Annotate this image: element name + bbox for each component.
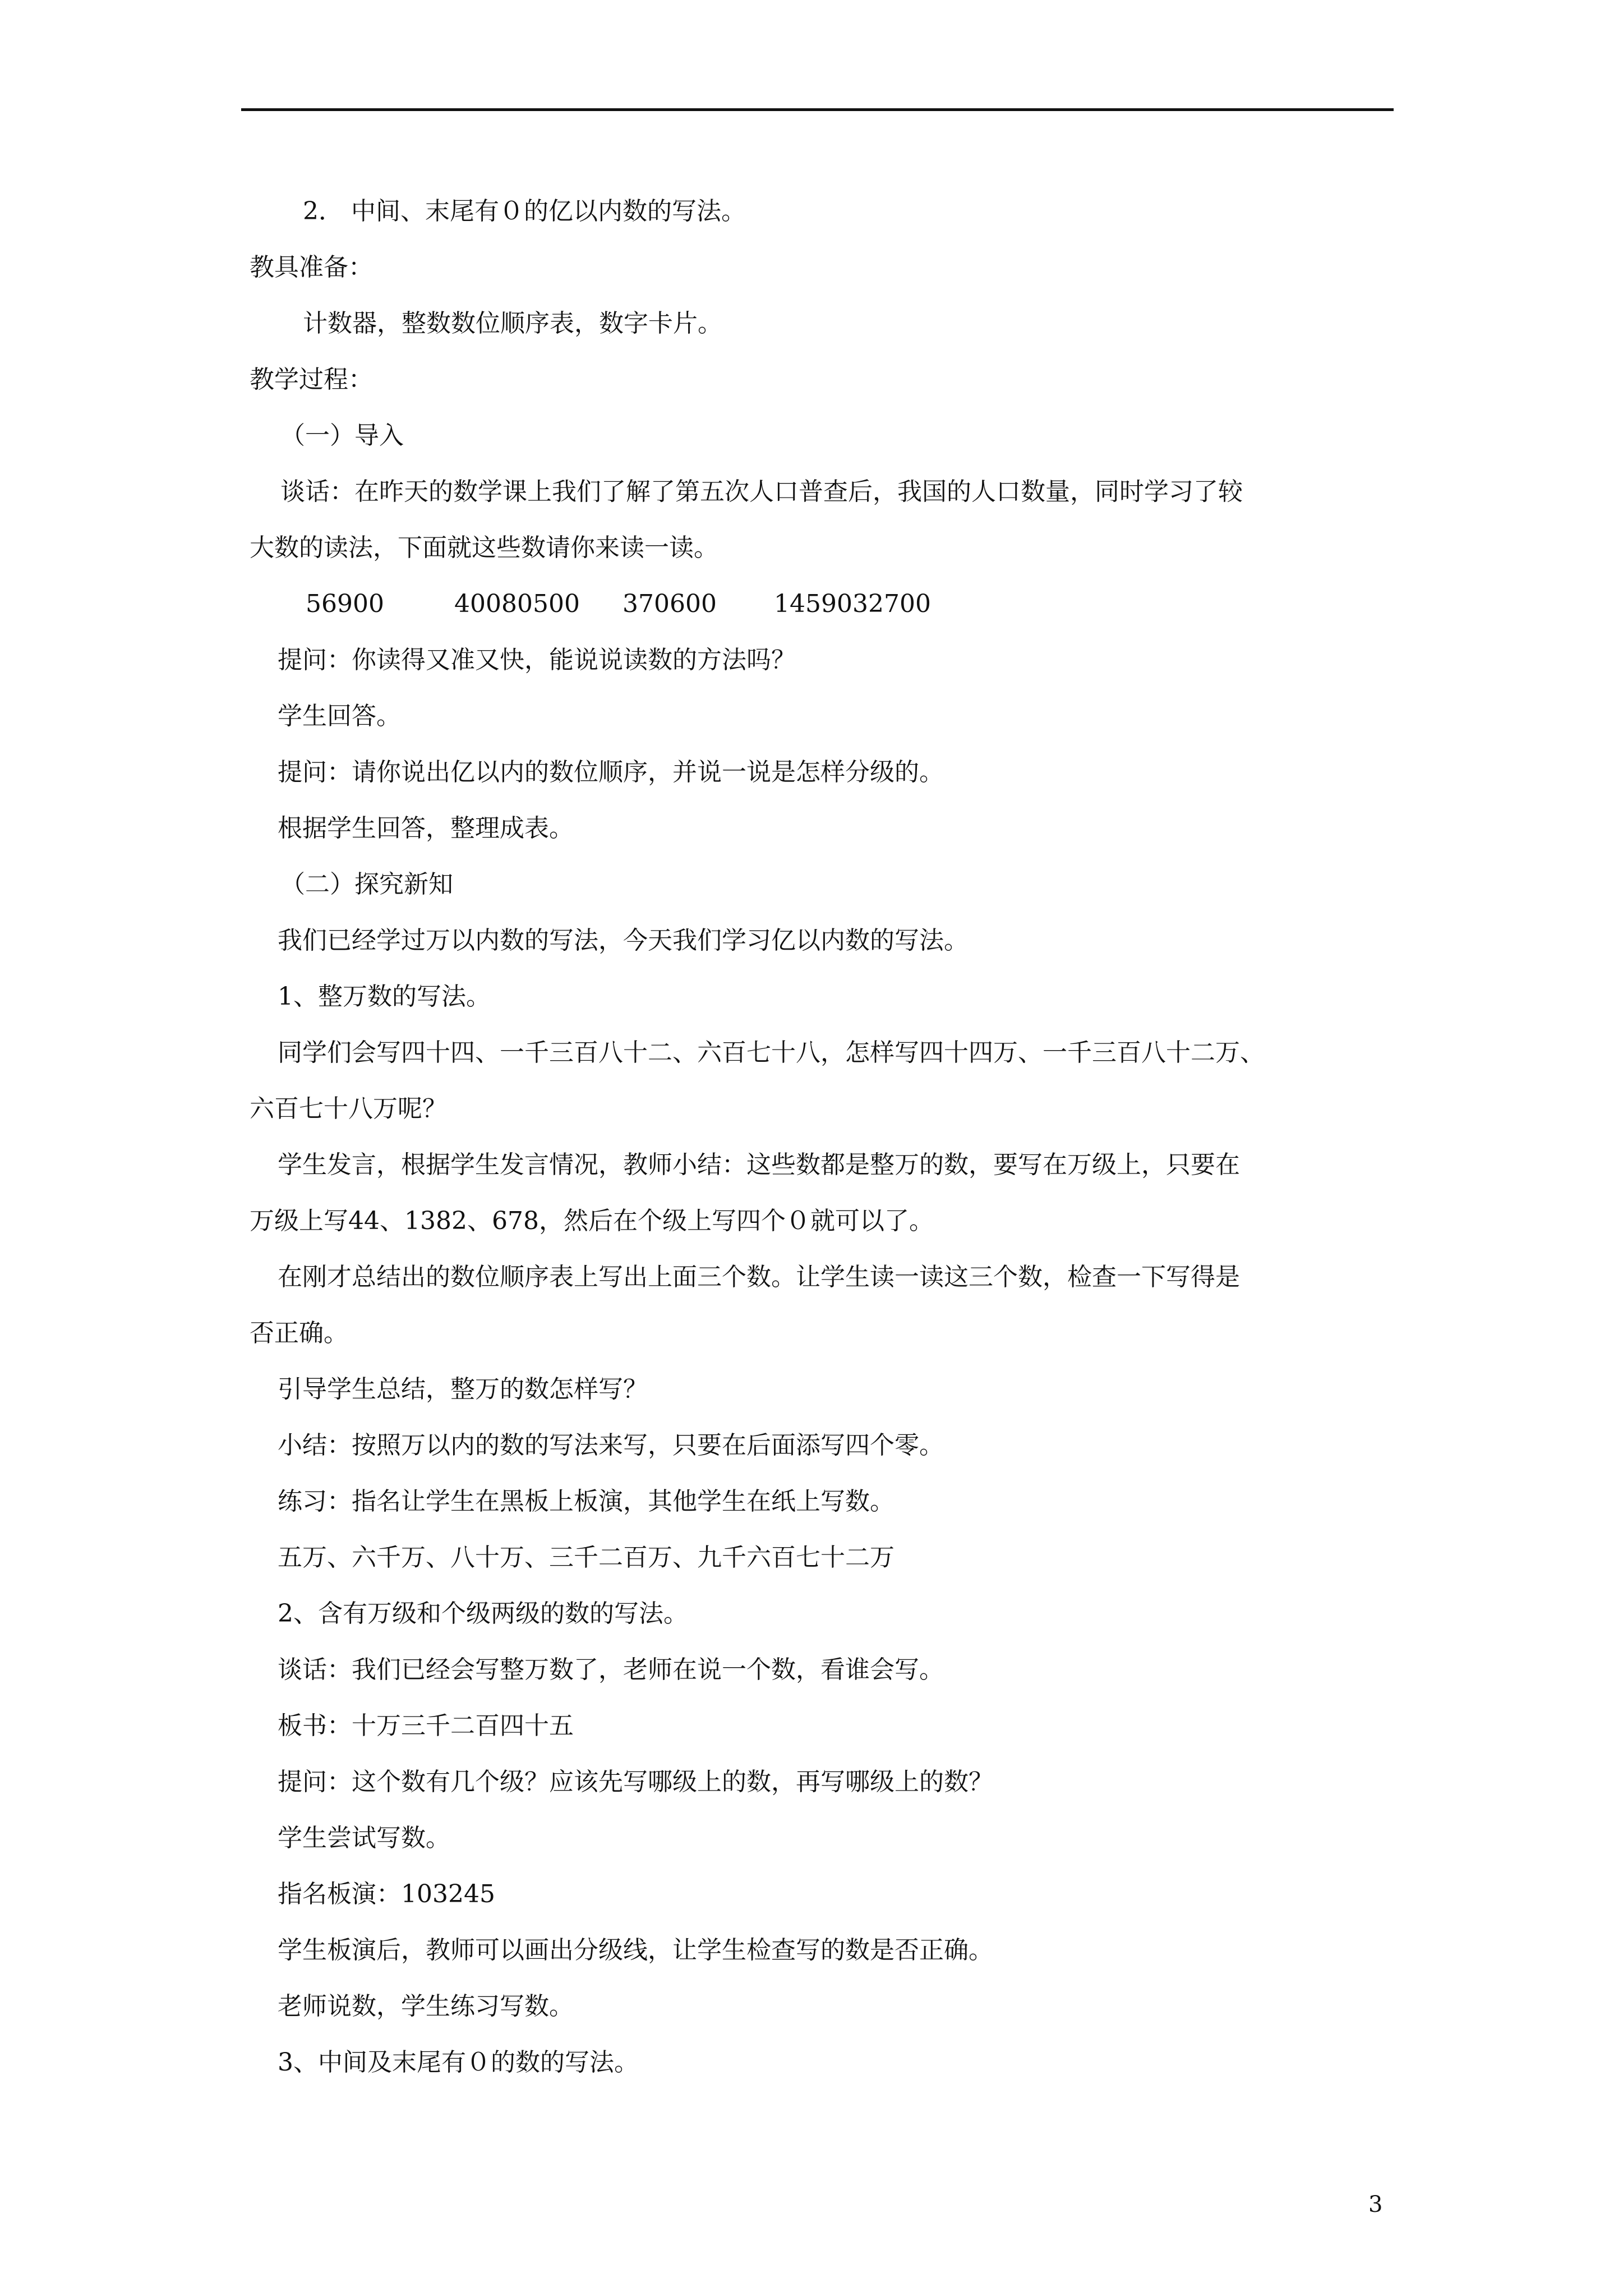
paragraph-line: 提问：这个数有几个级？应该先写哪级上的数，再写哪级上的数？ [278,1768,993,1796]
paragraph-line: 提问：你读得又准又快，能说说读数的方法吗？ [278,646,796,674]
paragraph-line: 学生回答。 [278,702,401,730]
subsection-intro: （一）导入 [280,421,404,450]
point-heading-1: 1、整万数的写法。 [278,982,491,1011]
paragraph-line: 谈话：在昨天的数学课上我们了解了第五次人口普查后，我国的人口数量，同时学习了较 [280,477,1243,506]
paragraph-line: 引导学生总结，整万的数怎样写？ [278,1375,648,1404]
paragraph-line: 大数的读法，下面就这些数请你来读一读。 [250,533,718,562]
paragraph-line: 在刚才总结出的数位顺序表上写出上面三个数。让学生读一读这三个数，检查一下写得是 [278,1263,1240,1291]
number-item: 370600 [623,590,717,618]
paragraph-line: 小结：按照万以内的数的写法来写，只要在后面添写四个零。 [278,1431,944,1460]
number-item: 56900 [306,590,384,618]
paragraph-line: 学生板演后，教师可以画出分级线，让学生检查写的数是否正确。 [278,1936,993,1964]
point-heading-3: 3、中间及末尾有０的数的写法。 [278,2048,639,2077]
paragraph-line: 练习：指名让学生在黑板上板演，其他学生在纸上写数。 [278,1487,895,1516]
paragraph-line: 同学们会写四十四、一千三百八十二、六百七十八，怎样写四十四万、一千三百八十二万、 [278,1038,1265,1067]
paragraph-line: 根据学生回答，整理成表。 [278,814,574,843]
point-heading-2: 2、含有万级和个级两级的数的写法。 [278,1599,688,1628]
paragraph-line: 指名板演：103245 [278,1880,495,1908]
subheading-zero-writing: 2． 中间、末尾有０的亿以内数的写法。 [303,197,746,226]
paragraph-line: 万级上写44、1382、678，然后在个级上写四个０就可以了。 [250,1207,934,1235]
number-item: 40080500 [454,590,580,618]
paragraph-line: 学生尝试写数。 [278,1824,450,1852]
section-label-process: 教学过程： [250,365,373,394]
paragraph-line: 我们已经学过万以内数的写法，今天我们学习亿以内数的写法。 [278,926,969,955]
paragraph-line: 谈话：我们已经会写整万数了，老师在说一个数，看谁会写。 [278,1655,944,1684]
subsection-explore: （二）探究新知 [280,870,453,899]
paragraph-line: 提问：请你说出亿以内的数位顺序，并说一说是怎样分级的。 [278,758,944,786]
paragraph-line: 学生发言，根据学生发言情况，教师小结：这些数都是整万的数，要写在万级上，只要在 [278,1151,1240,1179]
paragraph-line: 否正确。 [250,1319,348,1347]
paragraph-line: 板书：十万三千二百四十五 [278,1711,574,1740]
number-item: 1459032700 [774,590,931,618]
paragraph-line: 五万、六千万、八十万、三千二百万、九千六百七十二万 [278,1543,895,1572]
paragraph-line: 六百七十八万呢？ [250,1094,447,1123]
materials-text: 计数器，整数数位顺序表，数字卡片。 [303,309,722,338]
paragraph-line: 老师说数，学生练习写数。 [278,1992,574,2021]
section-label-materials: 教具准备： [250,253,373,282]
page-number: 3 [1368,2192,1383,2217]
header-rule [241,108,1394,111]
